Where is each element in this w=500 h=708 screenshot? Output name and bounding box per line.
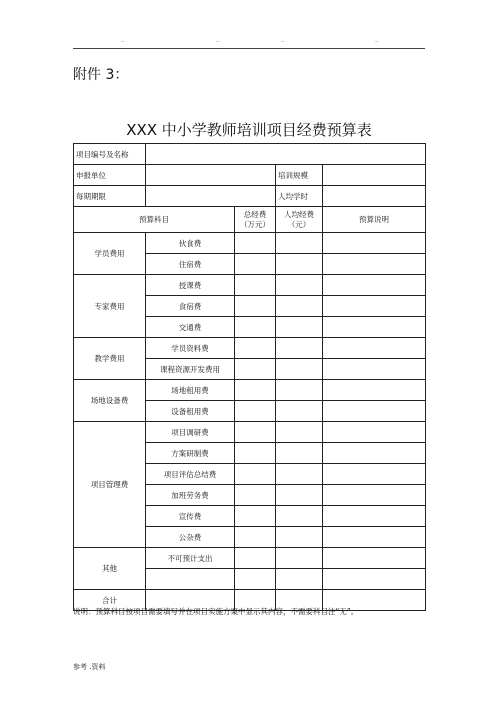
per-capita-header (276, 207, 323, 233)
total-cell[interactable] (235, 317, 276, 338)
item-label[interactable] (146, 569, 235, 590)
hours-field[interactable] (323, 186, 426, 207)
note-cell[interactable] (323, 380, 426, 401)
item-label: 项目评估总结费 (146, 464, 235, 485)
project-no-label: 项目编号及名称 (74, 144, 146, 165)
header-mark: .. (281, 37, 285, 44)
total-header-line1: 总经费 (243, 209, 267, 219)
total-header (235, 207, 276, 233)
period-field[interactable] (146, 186, 276, 207)
total-cell[interactable] (235, 527, 276, 548)
group-trainee: 学员费用 (74, 233, 146, 275)
per-cell[interactable] (276, 464, 323, 485)
attachment-label: 附件 3： (73, 67, 129, 83)
per-cell[interactable] (276, 338, 323, 359)
note-header: 预算说明 (323, 207, 426, 233)
per-cell[interactable] (276, 254, 323, 275)
item-label: 食宿费 (146, 296, 235, 317)
header-mark: .. (375, 37, 379, 44)
item-label: 伙食费 (146, 233, 235, 254)
header-marks (73, 38, 425, 48)
per-cell[interactable] (276, 401, 323, 422)
total-cell[interactable] (235, 254, 276, 275)
note-cell[interactable] (323, 464, 426, 485)
per-cell[interactable] (276, 296, 323, 317)
project-no-field[interactable] (146, 144, 426, 165)
table-row (74, 165, 426, 186)
scale-field[interactable] (323, 165, 426, 186)
per-cell[interactable] (276, 359, 323, 380)
item-label: 课程资源开发费用 (146, 359, 235, 380)
header-mark: .. (121, 37, 125, 44)
total-cell[interactable] (235, 338, 276, 359)
table-row (74, 338, 426, 359)
note-cell[interactable] (323, 527, 426, 548)
page-footer: 参考 .资料 (73, 663, 106, 671)
per-capita-header-line2: （元） (287, 219, 311, 229)
per-cell[interactable] (276, 443, 323, 464)
total-label: 合计 (74, 590, 146, 611)
header-rule (73, 48, 425, 49)
footnote: 说明：预算科目按项目需要填写并在项目实施方案中显示其内容，不需要科目注“无”。 (73, 607, 359, 616)
per-cell[interactable] (276, 506, 323, 527)
scale-label: 培训规模 (276, 165, 323, 186)
per-cell[interactable] (276, 275, 323, 296)
table-row (74, 144, 426, 165)
total-cell[interactable] (235, 548, 276, 569)
period-label: 每期期限 (74, 186, 146, 207)
note-cell[interactable] (323, 506, 426, 527)
per-cell[interactable] (276, 548, 323, 569)
hours-label: 人均学时 (276, 186, 323, 207)
item-label: 交通费 (146, 317, 235, 338)
per-cell[interactable] (276, 527, 323, 548)
total-cell[interactable] (235, 443, 276, 464)
item-label: 设备租用费 (146, 401, 235, 422)
per-cell[interactable] (276, 422, 323, 443)
subject-header: 预算科目 (74, 207, 235, 233)
budget-table (73, 143, 426, 611)
total-cell[interactable] (235, 569, 276, 590)
per-cell[interactable] (276, 485, 323, 506)
group-venue: 场地设备费 (74, 380, 146, 422)
item-label: 场地租用费 (146, 380, 235, 401)
per-capita-header-line1: 人均经费 (284, 209, 314, 219)
total-cell[interactable] (235, 422, 276, 443)
total-cell[interactable] (235, 296, 276, 317)
total-cell[interactable] (235, 233, 276, 254)
note-cell[interactable] (323, 548, 426, 569)
note-cell[interactable] (323, 422, 426, 443)
note-cell[interactable] (323, 443, 426, 464)
group-other: 其他 (74, 548, 146, 590)
total-cell[interactable] (235, 506, 276, 527)
item-label: 宣传费 (146, 506, 235, 527)
group-expert: 专家费用 (74, 275, 146, 338)
note-cell[interactable] (323, 233, 426, 254)
item-label: 授课费 (146, 275, 235, 296)
total-cell[interactable] (235, 275, 276, 296)
group-teaching: 教学费用 (74, 338, 146, 380)
total-cell[interactable] (235, 380, 276, 401)
total-header-line2: （万元） (240, 219, 270, 229)
note-cell[interactable] (323, 275, 426, 296)
table-row (74, 380, 426, 401)
item-label: 不可预计支出 (146, 548, 235, 569)
note-cell[interactable] (323, 569, 426, 590)
item-label: 加班劳务费 (146, 485, 235, 506)
per-cell[interactable] (276, 317, 323, 338)
column-header-row (74, 207, 426, 233)
note-cell[interactable] (323, 338, 426, 359)
item-label: 学员资料费 (146, 338, 235, 359)
table-row (74, 422, 426, 443)
group-management: 项目管理费 (74, 422, 146, 548)
table-row (74, 186, 426, 207)
total-cell[interactable] (235, 464, 276, 485)
note-cell[interactable] (323, 296, 426, 317)
note-cell[interactable] (323, 359, 426, 380)
header-mark: .. (216, 37, 220, 44)
note-cell[interactable] (323, 317, 426, 338)
page-title: XXX 中小学教师培训项目经费预算表 (126, 121, 372, 139)
item-label: 公杂费 (146, 527, 235, 548)
note-cell[interactable] (323, 254, 426, 275)
total-cell[interactable] (235, 359, 276, 380)
per-cell[interactable] (276, 569, 323, 590)
note-cell[interactable] (323, 485, 426, 506)
per-cell[interactable] (276, 380, 323, 401)
unit-field[interactable] (146, 165, 276, 186)
total-cell[interactable] (235, 401, 276, 422)
item-label: 项目调研费 (146, 422, 235, 443)
table-row (74, 548, 426, 569)
item-label: 住宿费 (146, 254, 235, 275)
table-row (74, 233, 426, 254)
per-cell[interactable] (276, 233, 323, 254)
total-cell[interactable] (235, 485, 276, 506)
note-cell[interactable] (323, 401, 426, 422)
item-label: 方案研制费 (146, 443, 235, 464)
unit-label: 申报单位 (74, 165, 146, 186)
table-row (74, 275, 426, 296)
